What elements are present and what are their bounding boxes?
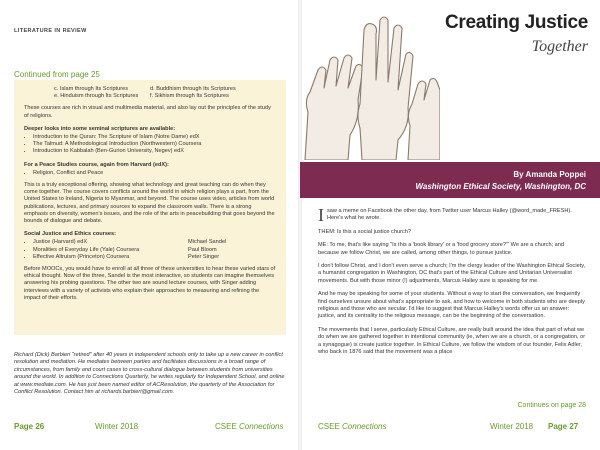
- religion-course-list: [24, 86, 276, 100]
- article-title: Creating Justice: [444, 12, 588, 33]
- raised-hands-illustration: [300, 0, 440, 160]
- paragraph: I don't follow Christ, and I don't even serve a church; I'm the clergy leader of the Washington Ethical Society, a humanist congregation in Washington, DC that's part of the Ethical Culture and Unitarian Universalist movements. But with those minor (!) adjustments, Marcus Halley sure is speaking for me.: [318, 263, 586, 284]
- subheading: Social Justice and Ethics courses:: [24, 231, 117, 238]
- paragraph: Isaw a meme on Facebook the other day, from Twitter user Marcus Halley (@word_made_FRESH). Here's what he wrote.: [318, 205, 572, 225]
- list-item: [33, 239, 276, 246]
- publication-name: CSEE Connections: [318, 422, 387, 431]
- paragraph: This is a truly exceptional offering, showing what technology and great teaching can do when they come together. The course covers conflicts around the world in which religion plays a part, from the United States to Ireland, Nigeria to Myanmar, and beyond. The course uses video, articles from world publications, lectures, and primary sources to expand the classroom walls. There is a strong emphasis on diversity, women's issues, and the role of the arts in peacebuilding that goes beyond the bounds of dialogue and debate.: [24, 182, 275, 225]
- section-label: LITERATURE IN REVIEW: [14, 28, 87, 34]
- paragraph: Before MOOCs, you would have to enroll at all three of these universities to hear these varied stars of ethical thought. Now of the three, Sandel is the most interactive, so students can imagine themselves answering his probing questions. The other two are sound lecture courses, with Singer adding interviews with a variety of activists who explain their approaches to measuring and refining the impact of their efforts.: [24, 266, 276, 301]
- list-item: • The Talmud: A Methodological Introduction (Northwestern) Coursera: [33, 141, 276, 148]
- article-subtitle: Together: [531, 38, 588, 55]
- scripture-course-list: [24, 134, 276, 156]
- list-item: e. Hinduism through Its Scriptures: [54, 93, 139, 100]
- paragraph: The movements that I serve, particularly Ethical Culture, are really built around the idea that part of what we do when we are gathered together in intentional community (ie, when we are a church, or a congregation, or a synagogue) is create justice together. In Ethical Culture, we follow the wisdom of our founder, Felix Adler, who back in 1876 said that the movement was a place: [318, 326, 586, 356]
- course-name: • Justice (Harvard) edX: [33, 239, 88, 246]
- continued-from: Continued from page 25: [14, 70, 100, 79]
- drop-cap: I: [318, 205, 324, 225]
- byline-author: By Amanda Poppei: [513, 170, 586, 179]
- instructor-name: Paul Bloom: [188, 246, 217, 253]
- list-item: • Introduction to Kabbalah (Ben-Gurion University, Negev) edX: [33, 148, 276, 155]
- subheading: For a Peace Studies course, again from Harvard (edX):: [24, 161, 169, 168]
- list-item: c. Islam through Its Scriptures: [54, 86, 128, 92]
- instructor-name: Michael Sandel: [188, 239, 227, 246]
- subheading: Deeper looks into some seminal scriptures are available:: [24, 125, 176, 132]
- list-item: d. Buddhism through Its Scriptures: [150, 86, 236, 92]
- issue-date: Winter 2018: [490, 422, 534, 431]
- sidebar-box: [14, 80, 286, 335]
- list-item: • Religion, Conflict and Peace: [33, 170, 276, 177]
- byline-organization: Washington Ethical Society, Washington, DC: [415, 182, 586, 191]
- list-item: [33, 247, 276, 254]
- paragraph: These courses are rich in visual and multimedia material, and also lay out the principles of the study of religions.: [24, 105, 271, 119]
- paragraph: And he may be speaking for some of your students. Without a way to start the conversation, we frequently find ourselves unsure about what's appropriate to ask, and how to welcome in both students who are deeply religious and those who are secular. I'd like to suggest that Marcus Halley's words offer us an answer: justice, and its centrality to the religious message, can be the beginning of the conversation.: [318, 291, 585, 320]
- continues-on: Continues on page 28: [517, 402, 586, 409]
- byline-banner: [300, 162, 600, 198]
- issue-date: Winter 2018: [95, 422, 139, 431]
- article-body: [318, 205, 586, 363]
- course-name: • Effective Altruism (Princeton) Coursera: [33, 253, 130, 260]
- author-bio: Richard (Dick) Barbieri "retired" after 40 years in independent schools only to take up a new career in conflict resolution and mediation. He mediates between parties and facilitates discussions in a broad range of circumstances, from family and court cases to cross-cultural dialogue between students from universities around the world. In addition to Connections Quarterly, he writes regularly for Independent School, and online at www.mediate.com. He has just been named editor of ACResolution, the quarterly of the Association for Conflict Resolution. Contact him at richards.barbieri@gmail.com.: [14, 352, 285, 396]
- peace-course-list: [24, 170, 276, 177]
- paragraph: THEM: Is this a social justice church?: [318, 228, 411, 235]
- list-item: f. Sikhism through Its Scriptures: [150, 93, 229, 100]
- page-number: Page 26: [14, 422, 45, 431]
- list-item: • Introduction to the Quran: The Scripture of Islam (Notre Dame) edX: [33, 134, 276, 141]
- publication-name: CSEE Connections: [215, 422, 284, 431]
- page-number: Page 27: [548, 422, 579, 431]
- ethics-course-list: [24, 239, 276, 261]
- course-name: • Moralities of Everyday Life (Yale) Coursera: [33, 246, 140, 253]
- instructor-name: Peter Singer: [188, 253, 220, 260]
- list-item: [33, 254, 276, 261]
- paragraph: ME: To me, that's like saying "Is this a 'book library' or a 'food grocery store?'" We are a church; and because we follow Christ, we are called, among other things, to pursue justice.: [318, 242, 565, 256]
